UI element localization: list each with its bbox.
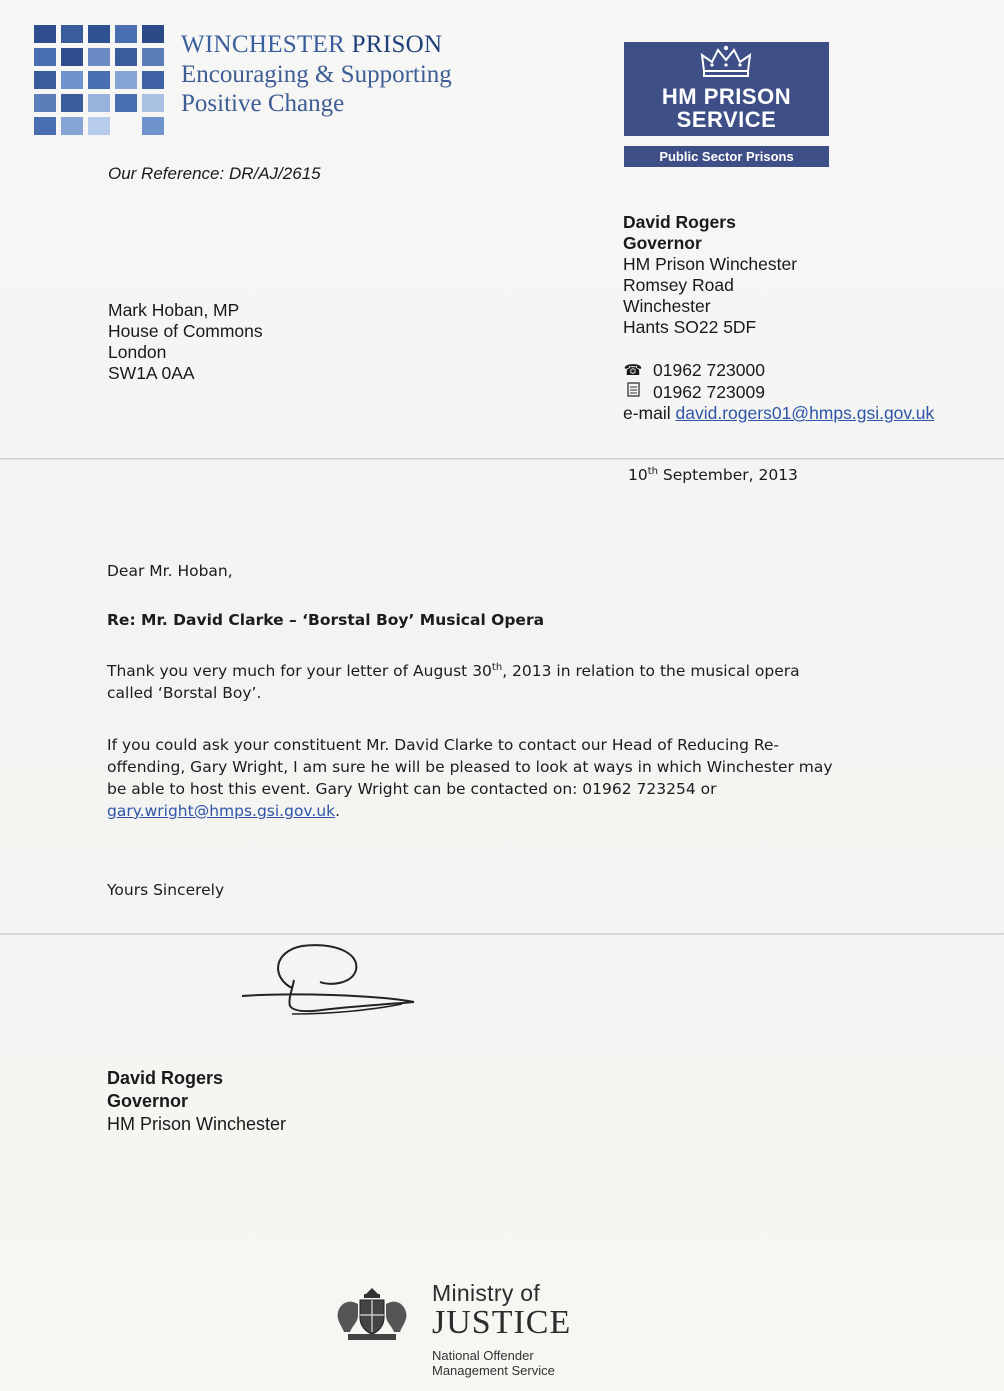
brand-tagline-2: Positive Change: [181, 90, 345, 117]
date-rest: September, 2013: [658, 466, 798, 485]
crown-icon: [696, 45, 756, 77]
winchester-logo-icon: [34, 25, 164, 133]
ministry-of-justice-logo: [432, 1280, 571, 1378]
paper-fold-line: [0, 458, 1004, 460]
sender-fax: 01962 723009: [653, 381, 765, 402]
paragraph-1-text: Thank you very much for your letter of August 30: [107, 662, 492, 681]
sender-address-line: Hants SO22 5DF: [623, 317, 757, 337]
paragraph-2: [107, 734, 847, 822]
signer-title: Governor: [107, 1091, 189, 1111]
winchester-prison-brand: [181, 30, 452, 118]
sender-name: David Rogers: [623, 212, 736, 232]
moj-line-4: Management Service: [432, 1363, 555, 1378]
sender-phone: 01962 723000: [653, 360, 765, 380]
moj-line-1: Ministry of: [432, 1280, 541, 1306]
sender-address: [623, 212, 797, 338]
moj-line-2: JUSTICE: [432, 1304, 572, 1341]
closing: Yours Sincerely: [107, 881, 225, 899]
recipient-line: SW1A 0AA: [108, 363, 195, 383]
email-label: e-mail: [623, 403, 671, 423]
signer-name: David Rogers: [107, 1068, 224, 1088]
telephone-icon: ☎: [623, 362, 643, 379]
brand-tagline-1: Encouraging & Supporting: [181, 61, 452, 88]
sender-address-line: HM Prison Winchester: [623, 254, 798, 274]
sender-contact: [623, 360, 934, 425]
paragraph-2-end: .: [335, 802, 341, 820]
brand-winchester: WINCHESTER: [181, 31, 346, 58]
paragraph-1-text-end: , 2013 in relation to the musical opera called ‘Borstal Boy’.: [107, 662, 800, 703]
recipient-line: London: [108, 342, 167, 362]
moj-line-3: National Offender: [432, 1348, 534, 1363]
subject-line: Re: Mr. David Clarke – ‘Borstal Boy’ Musical Opera: [107, 611, 545, 629]
gary-wright-email-link[interactable]: gary.wright@hmps.gsi.gov.uk: [107, 802, 336, 820]
badge-strip: Public Sector Prisons: [624, 146, 829, 167]
letter-date: [628, 466, 798, 484]
badge-line-2: SERVICE: [676, 107, 777, 132]
paragraph-1-sup: th: [491, 662, 503, 673]
date-day: 10: [628, 466, 648, 485]
sender-address-line: Romsey Road: [623, 275, 734, 295]
recipient-address: [108, 300, 263, 384]
paragraph-1: [107, 657, 847, 704]
sender-title: Governor: [623, 233, 702, 253]
sender-email-link[interactable]: david.rogers01@hmps.gsi.gov.uk: [675, 403, 935, 423]
recipient-line: House of Commons: [108, 321, 263, 341]
salutation: Dear Mr. Hoban,: [107, 562, 233, 580]
badge-line-1: HM PRISON: [661, 84, 792, 109]
paper-fold-line: [0, 933, 1004, 935]
sender-address-line: Winchester: [623, 296, 711, 316]
brand-prison: PRISON: [351, 31, 443, 58]
recipient-line: Mark Hoban, MP: [108, 300, 240, 320]
signer-org: HM Prison Winchester: [107, 1114, 287, 1134]
signature-block: [107, 1067, 286, 1136]
handwritten-signature: [232, 940, 432, 1030]
royal-coat-of-arms-icon: [330, 1282, 414, 1344]
reference-number: Our Reference: DR/AJ/2615: [108, 164, 321, 183]
date-suffix: th: [647, 466, 658, 477]
paragraph-2-text: If you could ask your constituent Mr. David Clarke to contact our Head of Reducing Re-offending, Gary Wright, I am sure he will be pleased to look at ways in which Winchester may be able to host this event. Gary Wright can be contacted on: 01962 723254 or: [107, 736, 833, 798]
hm-prison-service-badge: [624, 42, 829, 136]
fax-icon: [623, 382, 643, 404]
